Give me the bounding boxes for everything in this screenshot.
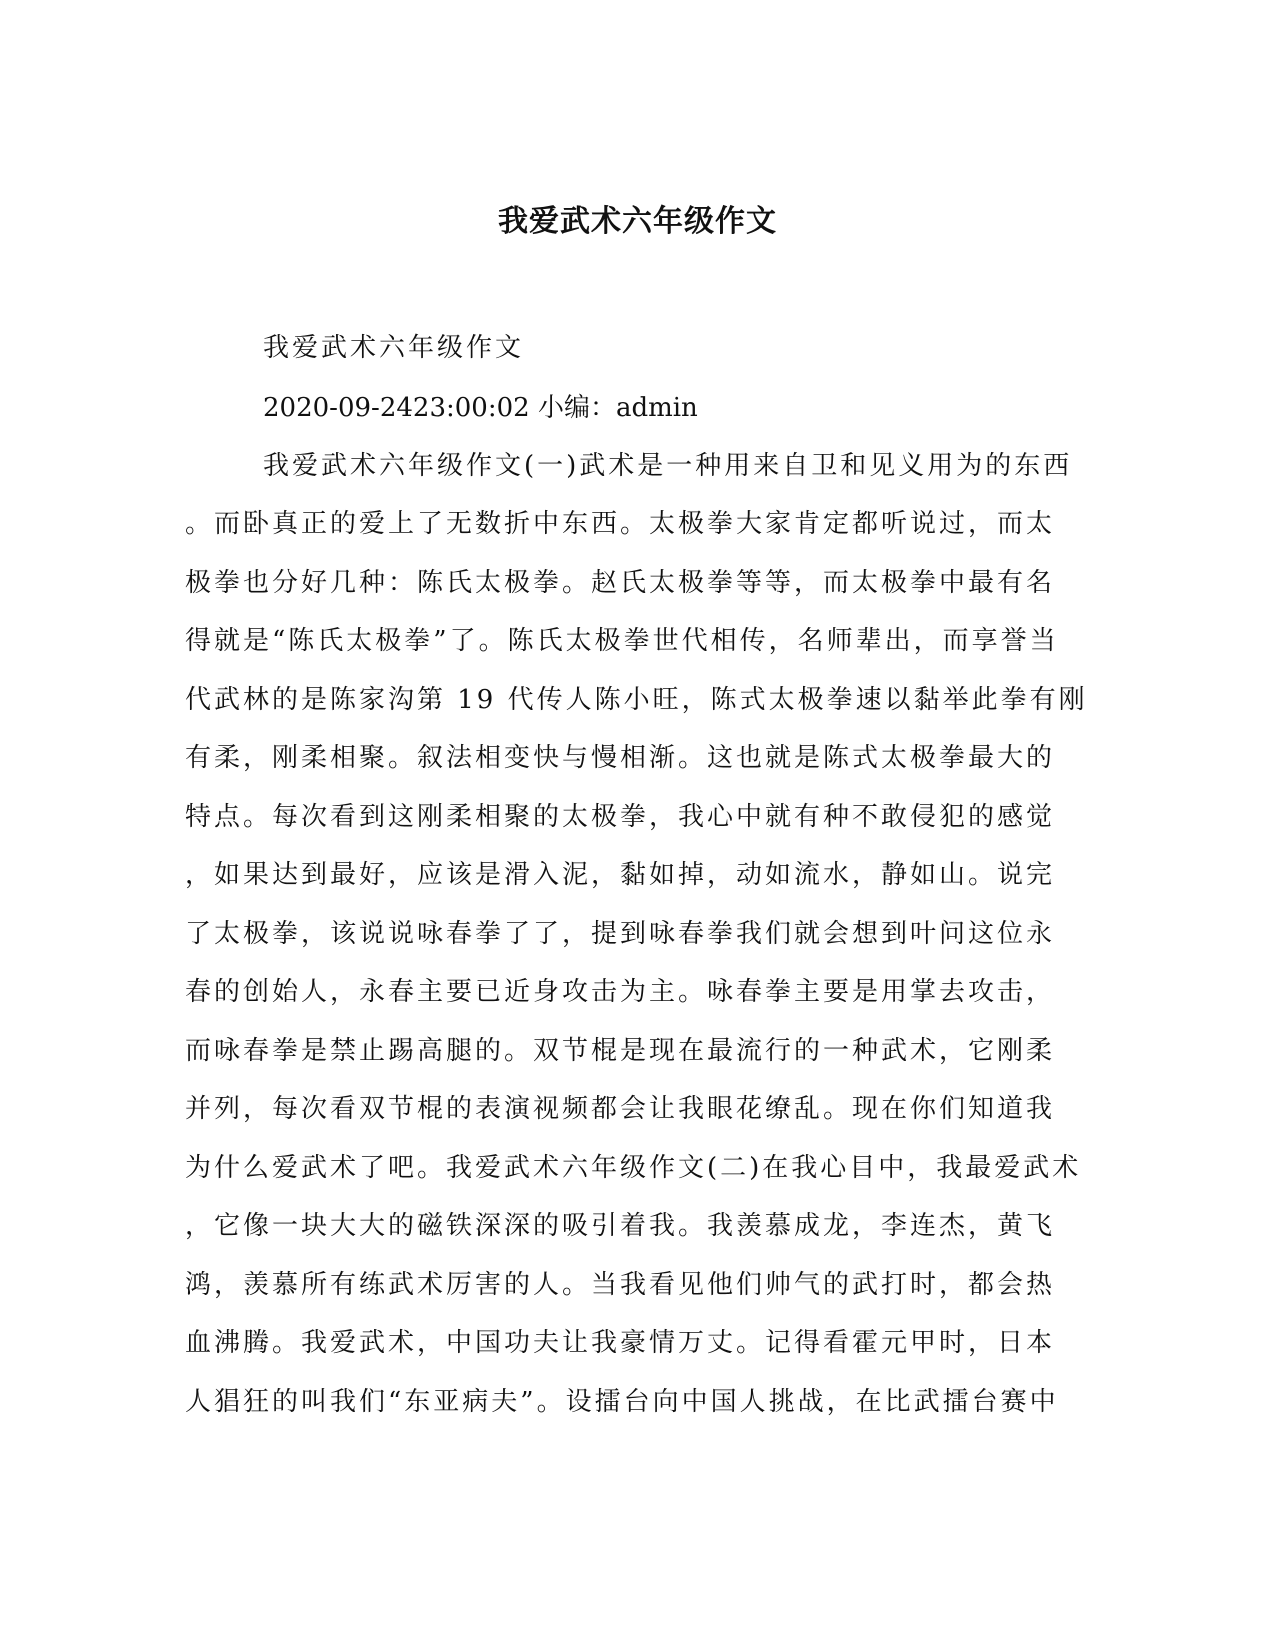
body-line: ，如果达到最好，应该是滑入泥，黏如掉，动如流水，静如山。说完 <box>185 860 1056 890</box>
body-line: 我爱武术六年级作文(一)武术是一种用来自卫和见义用为的东西 <box>263 451 1073 481</box>
body-line: 血沸腾。我爱武术，中国功夫让我豪情万丈。记得看霍元甲时，日本 <box>185 1328 1056 1358</box>
article-meta: 2020-09-2423:00:02 小编：admin <box>263 393 698 423</box>
body-line: 得就是“陈氏太极拳”了。陈氏太极拳世代相传，名师辈出，而享誉当 <box>185 626 1059 656</box>
document-title: 我爱武术六年级作文 <box>498 204 777 239</box>
body-line: ，它像一块大大的磁铁深深的吸引着我。我羡慕成龙，李连杰，黄飞 <box>185 1211 1056 1241</box>
body-line: 而咏春拳是禁止踢高腿的。双节棍是现在最流行的一种武术，它刚柔 <box>185 1036 1056 1066</box>
body-line: 极拳也分好几种：陈氏太极拳。赵氏太极拳等等，而太极拳中最有名 <box>185 568 1056 598</box>
body-line: 特点。每次看到这刚柔相聚的太极拳，我心中就有种不敢侵犯的感觉 <box>185 802 1056 832</box>
body-line: 春的创始人，永春主要已近身攻击为主。咏春拳主要是用掌去攻击， <box>185 977 1056 1007</box>
body-line: 代武林的是陈家沟第 19 代传人陈小旺，陈式太极拳速以黏举此拳有刚 <box>185 685 1088 715</box>
body-line: 鸿，羡慕所有练武术厉害的人。当我看见他们帅气的武打时，都会热 <box>185 1270 1056 1300</box>
body-line: 有柔，刚柔相聚。叙法相变快与慢相渐。这也就是陈式太极拳最大的 <box>185 743 1056 773</box>
body-line: 。而卧真正的爱上了无数折中东西。太极拳大家肯定都听说过，而太 <box>185 509 1056 539</box>
body-line: 人猖狂的叫我们“东亚病夫”。设擂台向中国人挑战，在比武擂台赛中 <box>185 1387 1059 1417</box>
body-line: 为什么爱武术了吧。我爱武术六年级作文(二)在我心目中，我最爱武术 <box>185 1153 1082 1183</box>
body-line: 了太极拳，该说说咏春拳了了，提到咏春拳我们就会想到叶问这位永 <box>185 919 1056 949</box>
body-line: 并列，每次看双节棍的表演视频都会让我眼花缭乱。现在你们知道我 <box>185 1094 1056 1124</box>
article-subtitle: 我爱武术六年级作文 <box>263 333 525 363</box>
